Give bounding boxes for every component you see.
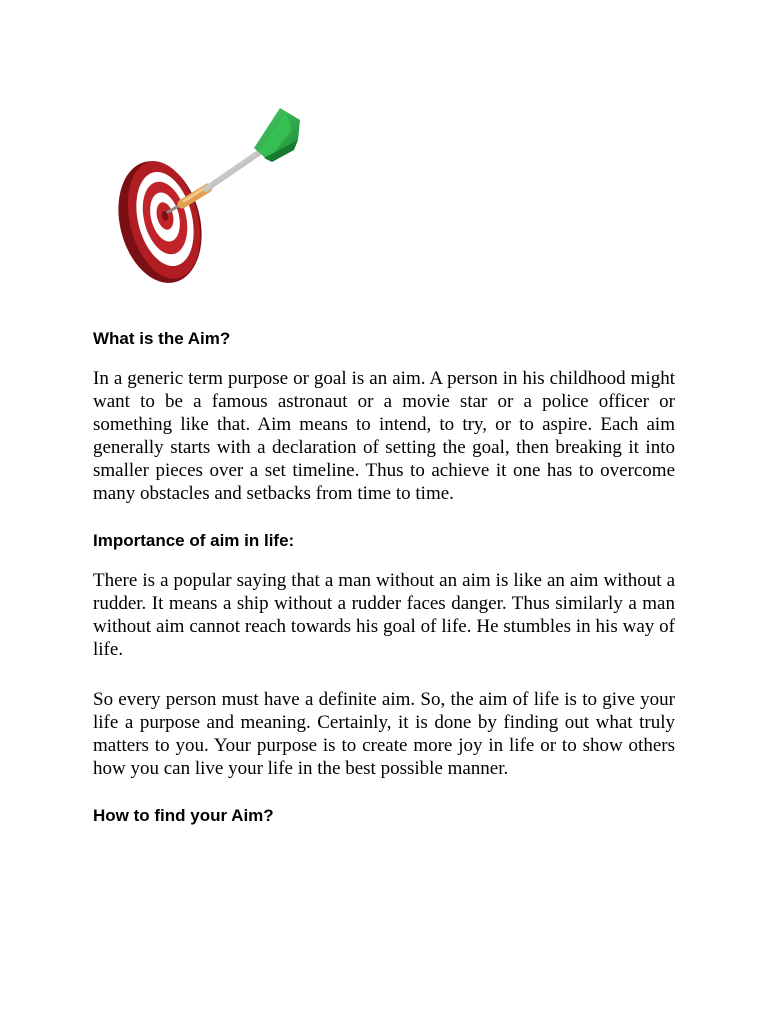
paragraph-importance-2: So every person must have a definite aim. So, the aim of life is to give your life a purpose and meaning. Certainly, it is done by finding out what truly matters to you. Your purpose is to create more joy in life or to show others how you can live your life in the best possible manner. <box>93 689 675 779</box>
dart-target-icon <box>108 100 308 290</box>
paragraph-what-is-aim: In a generic term purpose or goal is an aim. A person in his childhood might want to be a famous astronaut or a movie star or a police officer or something like that. Aim means to intend, to try, or to aspire. Each aim generally starts with a declaration of setting the goal, then breaking it into smaller pieces over a set timeline. Thus to achieve it one has to overcome many obstacles and setbacks from time to time. <box>93 368 675 504</box>
heading-importance: Importance of aim in life: <box>93 531 295 550</box>
paragraph-importance-1: There is a popular saying that a man without an aim is like an aim without a rudder. It means a ship without a rudder faces danger. Thus similarly a man without aim cannot reach towards his goal of life. He stumbles in his way of life. <box>93 570 675 660</box>
heading-what-is-aim: What is the Aim? <box>93 329 231 348</box>
heading-how-to-find: How to find your Aim? <box>93 806 274 825</box>
article-body <box>93 326 675 829</box>
